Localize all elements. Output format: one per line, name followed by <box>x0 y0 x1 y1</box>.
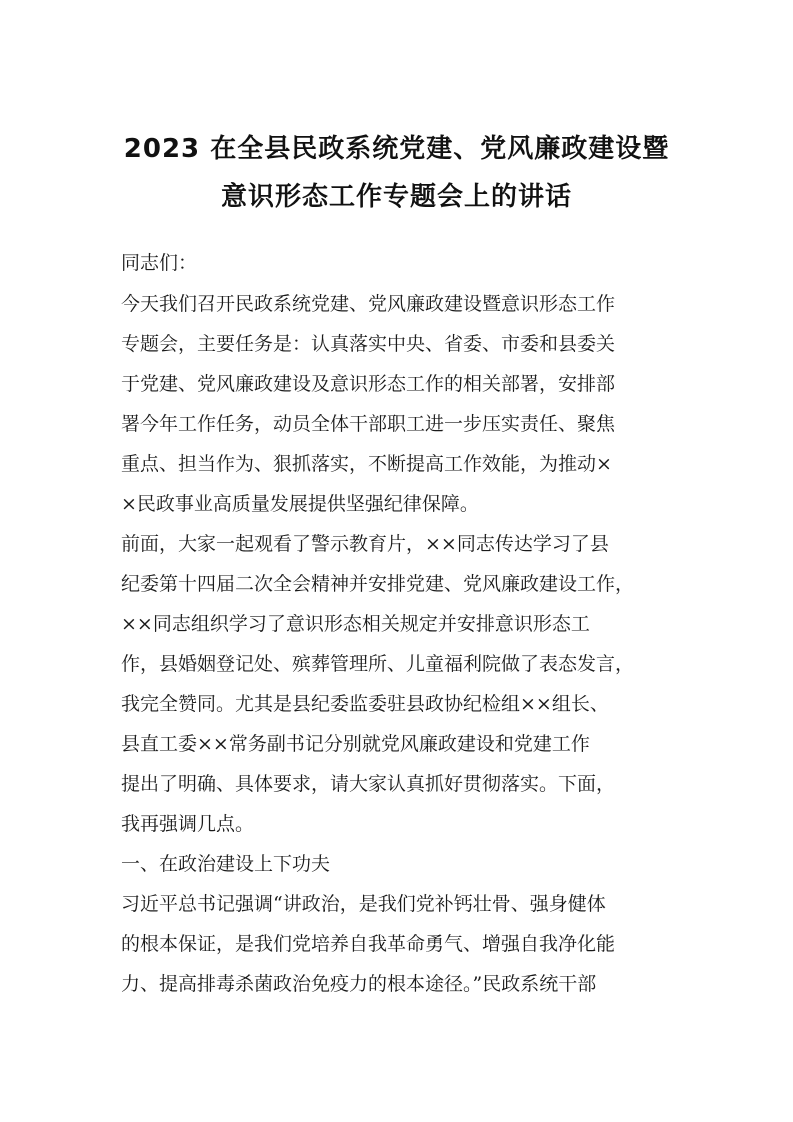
paragraph-line: 提出了明确、具体要求，请大家认真抓好贯彻落实。下面， <box>121 773 616 795</box>
paragraph-line: 专题会，主要任务是：认真落实中央、省委、市委和县委关 <box>121 333 616 355</box>
paragraph-line: 习近平总书记强调“讲政治，是我们党补钙壮骨、强身健体 <box>121 893 606 915</box>
paragraph-line: 署今年工作任务，动员全体干部职工进一步压实责任、聚焦 <box>121 413 616 435</box>
paragraph-line: 于党建、党风廉政建设及意识形态工作的相关部署，安排部 <box>121 373 616 395</box>
document-title-line-1: 2023 在全县民政系统党建、党风廉政建设暨 <box>123 134 670 164</box>
paragraph-line: ×民政事业高质量发展提供坚强纪律保障。 <box>121 493 479 515</box>
paragraph-line: ××同志组织学习了意识形态相关规定并安排意识形态工 <box>121 613 590 635</box>
paragraph-line: 县直工委××常务副书记分别就党风廉政建设和党建工作 <box>121 733 590 755</box>
paragraph-line: 作，县婚姻登记处、殡葬管理所、儿童福利院做了表态发言， <box>121 653 635 675</box>
paragraph-line: 我再强调几点。 <box>121 813 255 835</box>
paragraph-line: 的根本保证，是我们党培养自我革命勇气、增强自我净化能 <box>121 933 616 955</box>
document-title-line-2: 意识形态工作专题会上的讲话 <box>220 182 572 212</box>
paragraph-line: 今天我们召开民政系统党建、党风廉政建设暨意识形态工作 <box>121 293 616 315</box>
salutation: 同志们： <box>121 252 198 274</box>
paragraph-line: 前面，大家一起观看了警示教育片，××同志传达学习了县 <box>121 533 609 555</box>
section-heading: 一、在政治建设上下功夫 <box>121 853 331 875</box>
paragraph-line: 我完全赞同。尤其是县纪委监委驻县政协纪检组××组长、 <box>121 693 609 715</box>
paragraph-line: 重点、担当作为、狠抓落实，不断提高工作效能，为推动× <box>121 453 612 475</box>
paragraph-line: 纪委第十四届二次全会精神并安排党建、党风廉政建设工作， <box>121 573 635 595</box>
paragraph-line: 力、提高排毒杀菌政治免疫力的根本途径。”民政系统干部 <box>121 973 597 995</box>
